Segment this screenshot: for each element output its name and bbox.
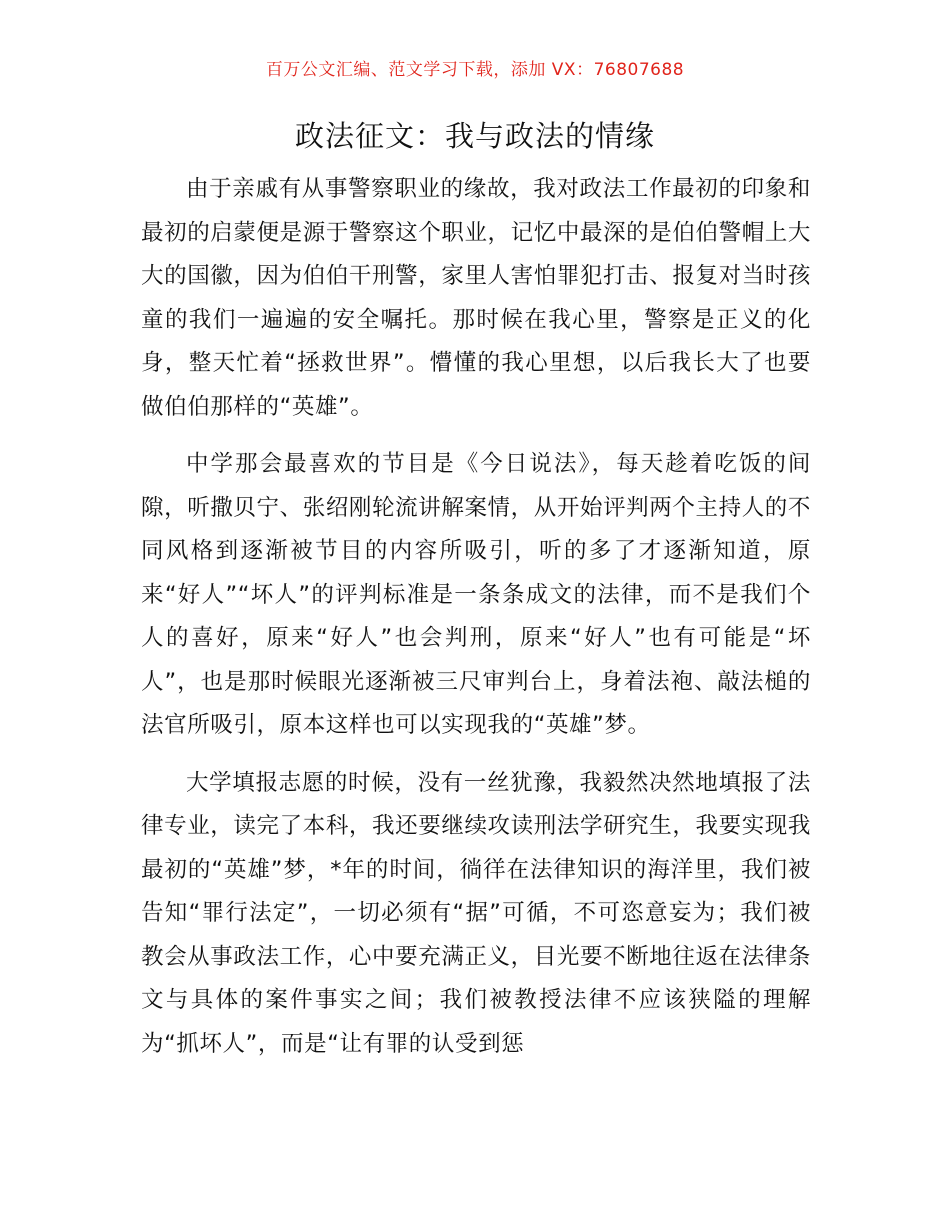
paragraph: 大学填报志愿的时候，没有一丝犹豫，我毅然决然地填报了法律专业，读完了本科，我还要继续攻读刑法学研究生，我要实现我最初的“英雄”梦，*年的时间，徜徉在法律知识的海洋里，我们被告知“罪行法定”，一切必须有“据”可循，不可恣意妄为；我们被教会从事政法工作，心中要充满正义，目光要不断地往返在法律条文与具体的案件事实之间；我们被教授法律不应该狭隘的理解为“抓坏人”，而是“让有罪的认受到惩: [141, 769, 811, 1057]
paragraph: 中学那会最喜欢的节目是《今日说法》，每天趁着吃饭的间隙，听撒贝宁、张绍刚轮流讲解案情，从开始评判两个主持人的不同风格到逐渐被节目的内容所吸引，听的多了才逐渐知道，原来“好人”“坏人”的评判标准是一条条成文的法律，而不是我们个人的喜好，原来“好人”也会判刑，原来“好人”也有可能是“坏人”，也是那时候眼光逐渐被三尺审判台上，身着法袍、敲法槌的法官所吸引，原本这样也可以实现我的“英雄”梦。: [141, 451, 811, 738]
header-banner: 百万公文汇编、范文学习下载，添加 VX：76807688: [265, 60, 685, 80]
document-body: [141, 168, 811, 1080]
document-title: 政法征文：我与政法的情缘: [294, 119, 655, 153]
paragraph: 由于亲戚有从事警察职业的缘故，我对政法工作最初的印象和最初的启蒙便是源于警察这个职业，记忆中最深的是伯伯警帽上大大的国徽，因为伯伯干刑警，家里人害怕罪犯打击、报复对当时孩童的我们一遍遍的安全嘱托。那时候在我心里，警察是正义的化身，整天忙着“拯救世界”。懵懂的我心里想，以后我长大了也要做伯伯那样的“英雄”。: [141, 176, 811, 420]
